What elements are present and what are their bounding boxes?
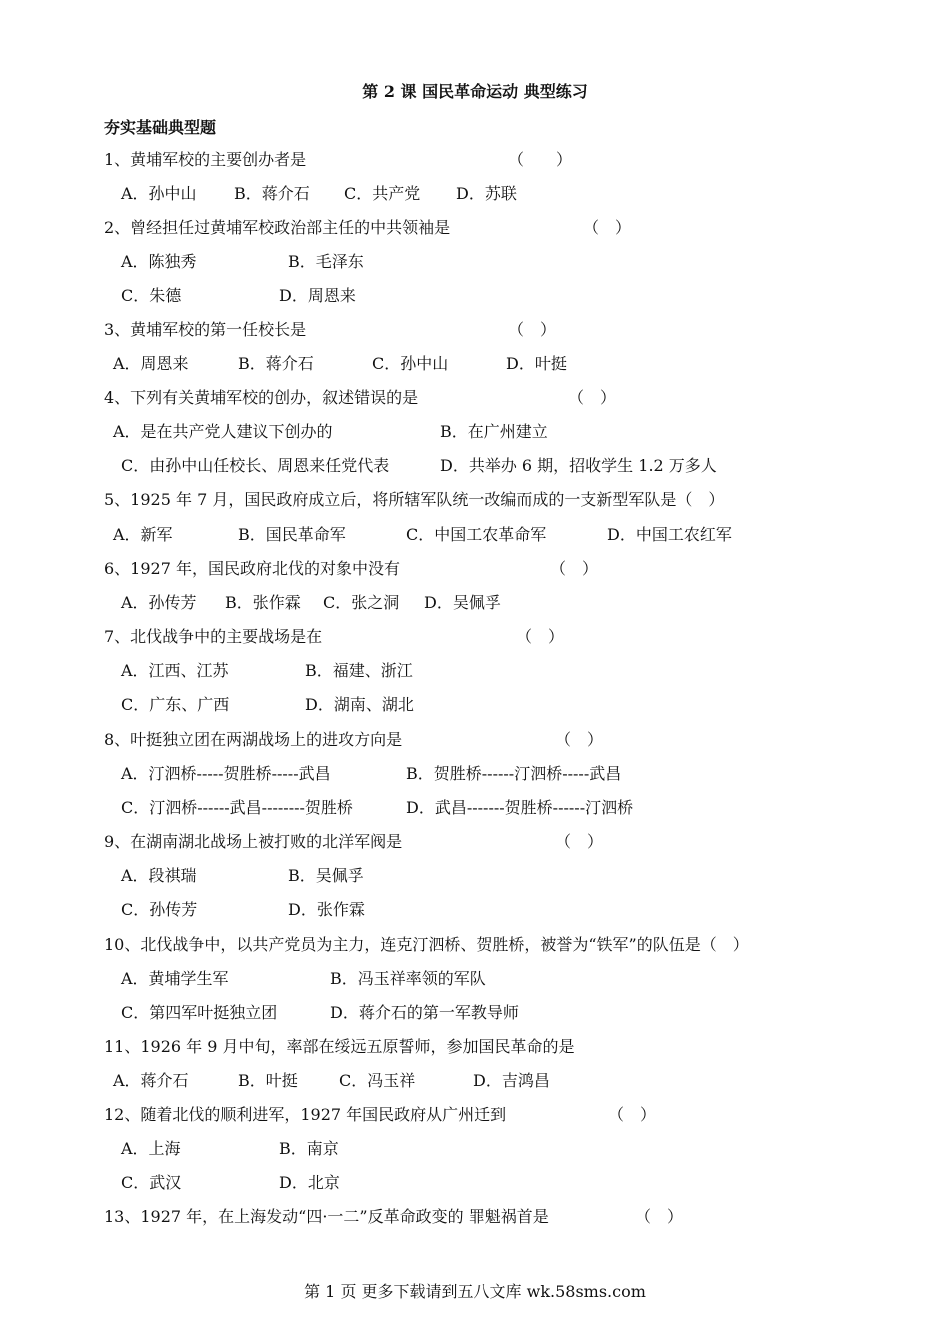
- option: D．中国工农红军: [607, 525, 732, 544]
- option: D．吉鸿昌: [473, 1071, 550, 1090]
- option: C．汀泗桥------武昌--------贺胜桥: [121, 798, 353, 817]
- option: C．冯玉祥: [339, 1071, 416, 1090]
- option: B．冯玉祥率领的军队: [330, 969, 486, 988]
- option: B．在广州建立: [440, 422, 548, 441]
- option: C．中国工农革命军: [406, 525, 547, 544]
- option: A．孙中山: [121, 184, 197, 203]
- option: A．段祺瑞: [121, 866, 197, 885]
- option: A．新军: [113, 525, 173, 544]
- option: C．广东、广西: [121, 695, 230, 714]
- option: D．武昌-------贺胜桥------汀泗桥: [406, 798, 634, 817]
- answer-paren: （ ）: [508, 320, 557, 339]
- option: B．张作霖: [225, 593, 301, 612]
- option: A．周恩来: [113, 354, 189, 373]
- question-stem: 9、在湖南湖北战场上被打败的北洋军阀是: [104, 832, 403, 851]
- option: B．叶挺: [238, 1071, 298, 1090]
- section-heading: 夯实基础典型题: [104, 118, 217, 137]
- option: D．周恩来: [279, 286, 356, 305]
- question-stem: 7、北伐战争中的主要战场是在: [104, 627, 323, 646]
- option: C．共产党: [344, 184, 421, 203]
- option: C．武汉: [121, 1173, 182, 1192]
- answer-paren: （ ）: [568, 388, 617, 407]
- option: A．黄埔学生军: [121, 969, 229, 988]
- option: A．蒋介石: [113, 1071, 189, 1090]
- question-stem: 13、1927 年，在上海发动“四·一二”反革命政变的 罪魁祸首是: [104, 1207, 549, 1226]
- option: A．江西、江苏: [121, 661, 229, 680]
- option: D．蒋介石的第一军教导师: [330, 1003, 519, 1022]
- page-title: 第 2 课 国民革命运动 典型练习: [362, 82, 588, 101]
- answer-paren: （ ）: [550, 559, 599, 578]
- option: C．孙传芳: [121, 900, 198, 919]
- option: B．贺胜桥------汀泗桥-----武昌: [406, 764, 622, 783]
- option: D．张作霖: [288, 900, 365, 919]
- option: D．共举办 6 期，招收学生 1.2 万多人: [440, 456, 717, 475]
- option: A．是在共产党人建议下创办的: [113, 422, 333, 441]
- option: B．蒋介石: [238, 354, 314, 373]
- option: D．叶挺: [506, 354, 567, 373]
- option: B．蒋介石: [234, 184, 310, 203]
- option: D．北京: [279, 1173, 340, 1192]
- question-stem: 4、下列有关黄埔军校的创办，叙述错误的是: [104, 388, 419, 407]
- option: A．孙传芳: [121, 593, 197, 612]
- option: D．苏联: [456, 184, 517, 203]
- question-stem: 1、黄埔军校的主要创办者是: [104, 150, 307, 169]
- option: D．吴佩孚: [424, 593, 501, 612]
- question-stem: 6、1927 年，国民政府北伐的对象中没有: [104, 559, 400, 578]
- option: C．由孙中山任校长、周恩来任党代表: [121, 456, 390, 475]
- option: B．毛泽东: [288, 252, 364, 271]
- page-footer: 第 1 页 更多下载请到五八文库 wk.58sms.com: [304, 1282, 646, 1301]
- answer-paren: （ ）: [555, 730, 604, 749]
- question-stem: 10、北伐战争中，以共产党员为主力，连克汀泗桥、贺胜桥，被誉为“铁军”的队伍是（ ）: [104, 935, 749, 954]
- option: A．陈独秀: [121, 252, 197, 271]
- option: C．朱德: [121, 286, 182, 305]
- question-stem: 12、随着北伐的顺利进军，1927 年国民政府从广州迁到: [104, 1105, 507, 1124]
- question-stem: 8、叶挺独立团在两湖战场上的进攻方向是: [104, 730, 403, 749]
- answer-paren: （ ）: [608, 1105, 657, 1124]
- answer-paren: （ ）: [583, 218, 632, 237]
- option: C．第四军叶挺独立团: [121, 1003, 278, 1022]
- answer-paren: （ ）: [508, 150, 573, 169]
- option: B．吴佩孚: [288, 866, 364, 885]
- answer-paren: （ ）: [516, 627, 565, 646]
- option: D．湖南、湖北: [305, 695, 414, 714]
- option: C．张之洞: [323, 593, 400, 612]
- option: A．汀泗桥-----贺胜桥-----武昌: [121, 764, 331, 783]
- option: C．孙中山: [372, 354, 449, 373]
- option: B．国民革命军: [238, 525, 346, 544]
- answer-paren: （ ）: [555, 832, 604, 851]
- question-stem: 3、黄埔军校的第一任校长是: [104, 320, 307, 339]
- question-stem: 2、曾经担任过黄埔军校政治部主任的中共领袖是: [104, 218, 451, 237]
- option: A．上海: [121, 1139, 181, 1158]
- question-stem: 11、1926 年 9 月中旬，率部在绥远五原誓师，参加国民革命的是: [104, 1037, 575, 1056]
- answer-paren: （ ）: [635, 1207, 684, 1226]
- option: B．福建、浙江: [305, 661, 413, 680]
- option: B．南京: [279, 1139, 339, 1158]
- question-stem: 5、1925 年 7 月，国民政府成立后，将所辖军队统一改编而成的一支新型军队是（ ）: [104, 490, 725, 509]
